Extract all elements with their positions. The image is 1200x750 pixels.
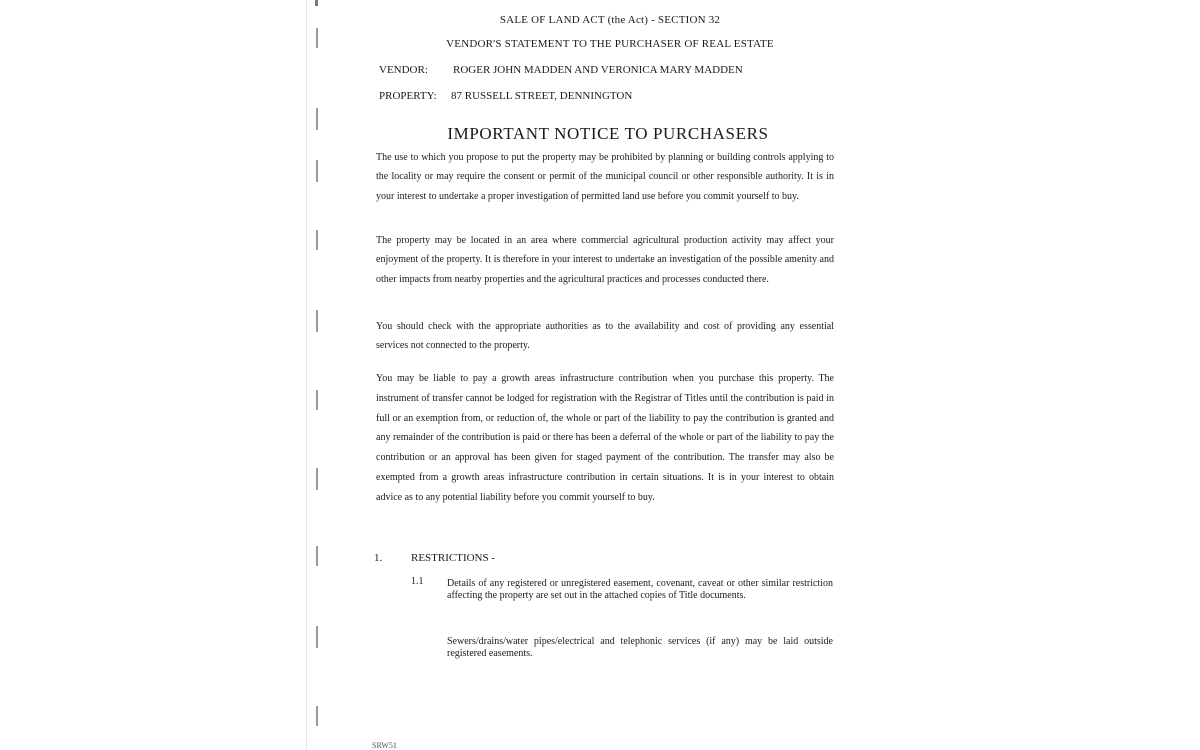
subsection-number: 1.1 [411,576,424,587]
section-title: RESTRICTIONS - [411,552,496,564]
scan-mark [316,546,318,566]
notice-title: IMPORTANT NOTICE TO PURCHASERS [447,124,769,143]
footer-code: SRW51 [372,741,397,750]
property-value: 87 RUSSELL STREET, DENNINGTON [451,90,633,102]
scan-mark [316,706,318,726]
scan-mark [316,108,318,130]
notice-paragraph-services: You should check with the appropriate authorities as to the availability and cost of providing any essential services not connected to the property. [376,321,834,352]
subsection-text-easements: Details of any registered or unregistered easement, covenant, caveat or other similar restriction affecting the property are set out in the attached copies of Title documents. [447,578,833,601]
scan-mark [316,390,318,410]
scan-mark [316,310,318,332]
act-header: SALE OF LAND ACT (the Act) - SECTION 32 [499,14,721,26]
scan-margin-line [306,0,307,750]
subsection-text-services: Sewers/drains/water pipes/electrical and telephonic services (if any) may be laid outside registered easements. [447,636,833,659]
scan-mark [316,160,318,182]
scan-mark [316,230,318,250]
scan-mark [316,626,318,648]
statement-header: VENDOR'S STATEMENT TO THE PURCHASER OF REAL ESTATE [446,38,774,50]
notice-paragraph-growth-areas: You may be liable to pay a growth areas infrastructure contribution when you purchase this property. The instrument of transfer cannot be lodged for registration with the Registrar of Titles until the contribution is paid in full or an exemption from, or reduction of, the whole or part of the liability to pay the contribution is granted and any remainder of the contribution is paid or there has been a deferral of the whole or part of the liability to pay the contribution or an approval has been given for staged payment of the contribution. The transfer may also be exempted from a growth areas infrastructure contribution in certain situations. It is in your interest to obtain advice as to any potential liability before you commit yourself to buy. [376,373,834,503]
notice-paragraph-planning: The use to which you propose to put the property may be prohibited by planning or building controls applying to the locality or may require the consent or permit of the municipal council or other responsible authority. It is in your interest to undertake a proper investigation of permitted land use before you commit yourself to buy. [376,152,834,202]
scan-mark [316,468,318,490]
scan-mark [316,28,318,48]
vendor-value: ROGER JOHN MADDEN AND VERONICA MARY MADDEN [453,64,743,76]
property-field [379,90,632,102]
vendor-label: VENDOR: [379,64,428,76]
property-label: PROPERTY: [379,90,437,102]
notice-paragraph-agricultural: The property may be located in an area where commercial agricultural production activity may affect your enjoyment of the property. It is therefore in your interest to undertake an investigation of the possible amenity and other impacts from nearby properties and the agricultural practices and processes conducted there. [376,235,834,285]
scan-mark [315,0,318,6]
vendor-field [379,64,743,76]
section-number: 1. [374,552,383,564]
